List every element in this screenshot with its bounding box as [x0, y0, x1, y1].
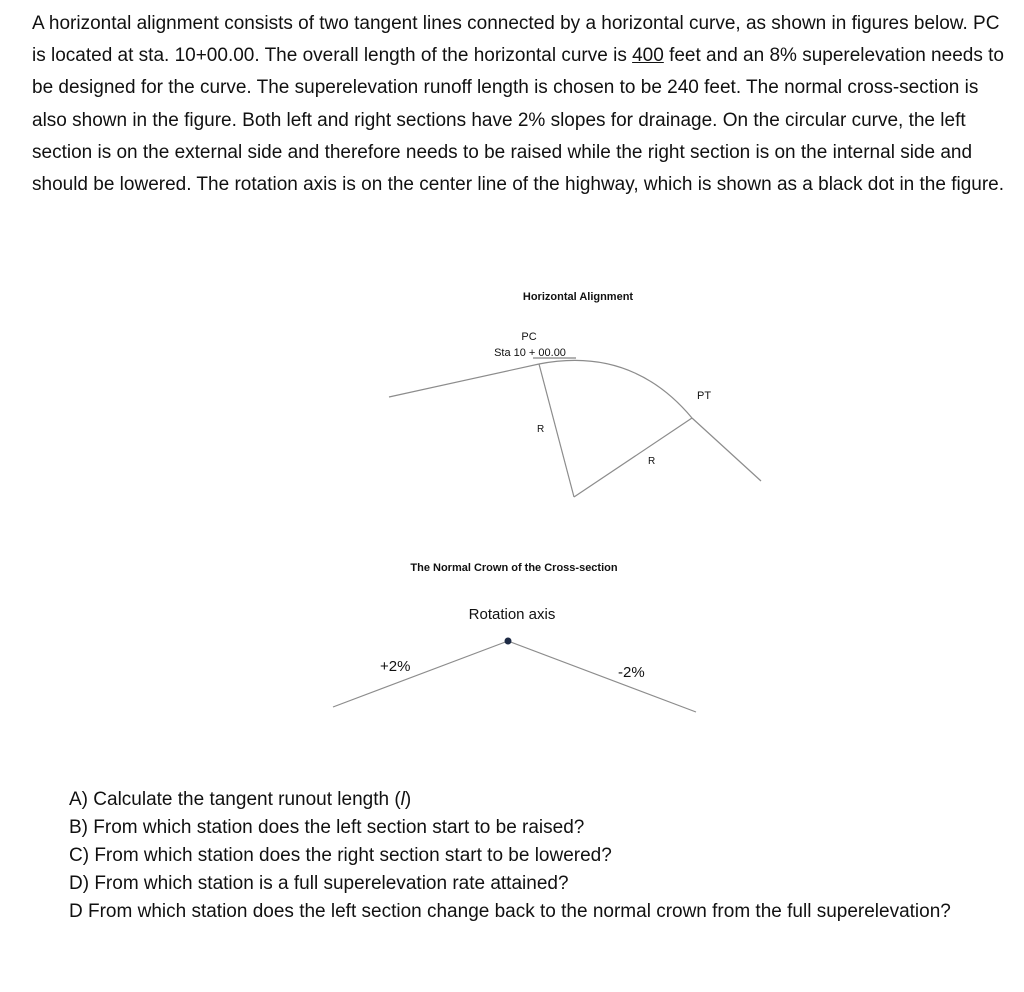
- crown-figure-title: The Normal Crown of the Cross-section: [410, 562, 618, 574]
- back-tangent-line: [389, 364, 539, 397]
- left-crown-slope-line: [333, 641, 508, 707]
- question-list: [69, 786, 1005, 926]
- radius-label-right: R: [648, 456, 656, 467]
- rotation-axis-dot: [505, 638, 512, 645]
- pc-station-label: Sta 10 + 00.00: [494, 347, 566, 359]
- question-b: B) From which station does the left section start to be raised?: [69, 817, 585, 838]
- question-a: [69, 786, 1005, 814]
- horizontal-curve-arc: [539, 360, 692, 418]
- alignment-figure-title: Horizontal Alignment: [522, 291, 634, 303]
- pc-label: PC: [521, 331, 537, 343]
- right-crown-slope-line: [508, 641, 696, 712]
- question-c: C) From which station does the right section start to be lowered?: [69, 845, 612, 866]
- radius-line-to-pc: [539, 364, 574, 497]
- question-e: D From which station does the left section change back to the normal crown from the full superelevation?: [69, 901, 951, 922]
- question-a-close: ): [404, 789, 412, 810]
- forward-tangent-line: [692, 418, 761, 481]
- normal-crown-figure: [333, 562, 696, 712]
- rotation-axis-label: Rotation axis: [468, 606, 556, 623]
- curve-length-value: 400: [632, 45, 664, 67]
- right-slope-label: -2%: [618, 664, 645, 681]
- intro-text-part-1: A horizontal alignment consists of two tangent lines connected by a horizontal curve, as shown in figures below. PC is located at sta. 10+00.00. The overall length of the horizontal curve is: [32, 13, 1000, 67]
- radius-line-to-pt: [574, 418, 692, 497]
- horizontal-alignment-figure: [389, 291, 761, 497]
- radius-label-left: R: [537, 424, 545, 435]
- pt-label: PT: [697, 390, 712, 402]
- question-d: D) From which station is a full superelevation rate attained?: [69, 873, 569, 894]
- intro-text-part-2: feet and an 8% superelevation needs to be designed for the curve. The superelevation runoff length is chosen to be 240 feet. The normal cross-section is also shown in the figure. Both left and right sections have 2% slopes for drainage. On the circular curve, the left section is on the external side and therefore needs to be raised while the right section is on the internal side and should be lowered. The rotation axis is on the center line of the highway, which is shown as a black dot in the figure.: [32, 45, 1005, 196]
- left-slope-label: +2%: [380, 658, 411, 675]
- question-a-text: A) Calculate the tangent runout length (: [69, 789, 401, 810]
- tangent-runout-symbol: l: [400, 789, 405, 810]
